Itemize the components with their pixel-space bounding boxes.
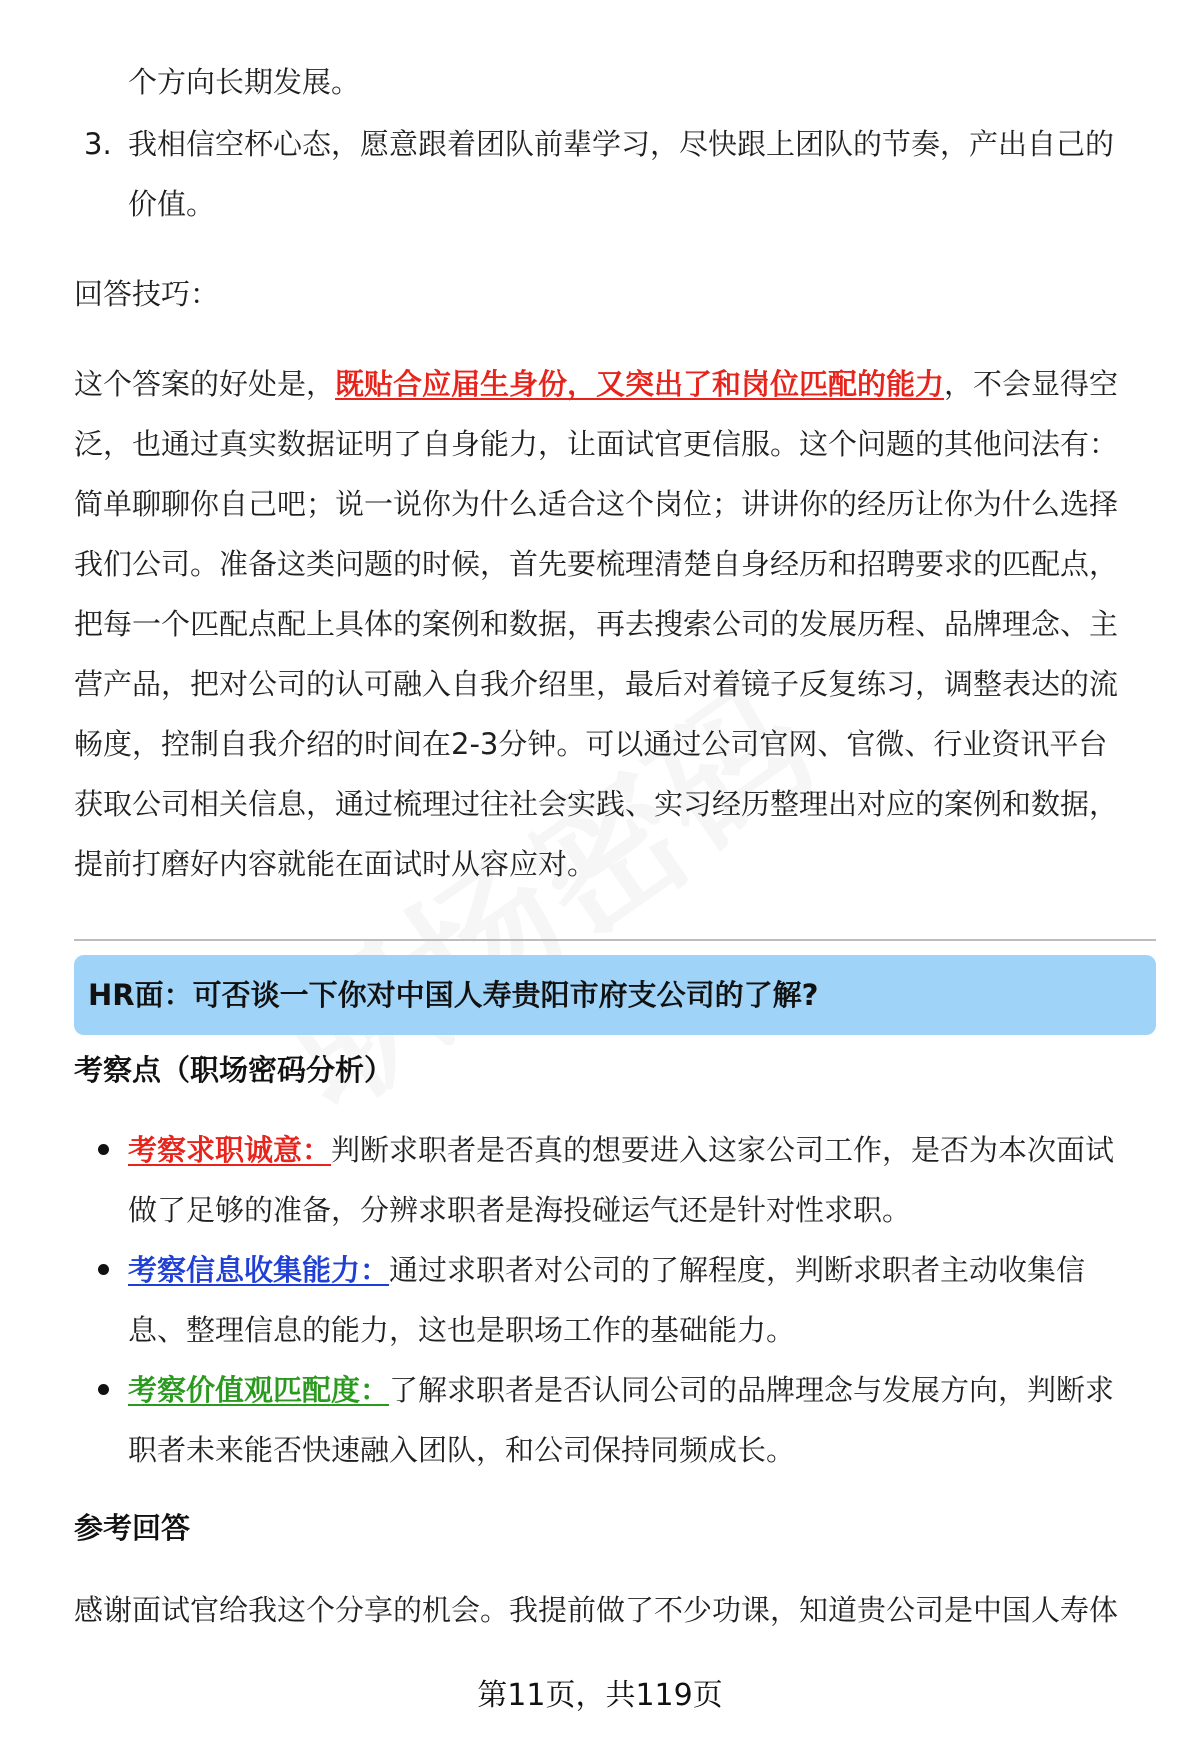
reference-heading: 参考回答 (74, 1511, 191, 1545)
question-text: HR面：可否谈一下你对中国人寿贵阳市府支公司的了解? (88, 978, 819, 1012)
question-box (74, 955, 1156, 1035)
tips-paragraph-line: 把每一个匹配点配上具体的案例和数据，再去搜索公司的发展历程、品牌理念、主 (74, 607, 1119, 641)
analysis-item-2-line1 (128, 1250, 1085, 1290)
bullet-icon (98, 1144, 109, 1155)
tips-heading: 回答技巧： (74, 277, 220, 311)
bullet-icon (98, 1264, 109, 1275)
tips-paragraph-line: 简单聊聊你自己吧；说一说你为什么适合这个岗位；讲讲你的经历让你为什么选择 (74, 487, 1119, 521)
section-divider (74, 939, 1156, 941)
list-continuation-line: 个方向长期发展。 (128, 65, 361, 99)
tips-suffix: ，不会显得空 (944, 367, 1119, 401)
tips-paragraph-line: 获取公司相关信息，通过梳理过往社会实践、实习经历整理出对应的案例和数据， (74, 787, 1119, 821)
tips-prefix: 这个答案的好处是， (74, 367, 336, 401)
tips-paragraph-line: 营产品，把对公司的认可融入自我介绍里，最后对着镜子反复练习，调整表达的流 (74, 667, 1119, 701)
tips-highlight: 既贴合应届生身份，又突出了和岗位匹配的能力 (335, 367, 945, 401)
bullet-icon (98, 1384, 109, 1395)
analysis-item-1-line2: 做了足够的准备，分辨求职者是海投碰运气还是针对性求职。 (128, 1193, 912, 1227)
tips-paragraph-line: 泛，也通过真实数据证明了自身能力，让面试官更信服。这个问题的其他问法有： (74, 427, 1119, 461)
analysis-item-2-label: 考察信息收集能力： (128, 1253, 390, 1287)
analysis-item-2-text: 通过求职者对公司的了解程度，判断求职者主动收集信 (389, 1253, 1086, 1287)
analysis-item-1-label: 考察求职诚意： (128, 1133, 332, 1167)
page-number: 第11页，共119页 (477, 1678, 723, 1713)
tips-paragraph-line: 我们公司。准备这类问题的时候，首先要梳理清楚自身经历和招聘要求的匹配点， (74, 547, 1119, 581)
tips-paragraph-line1 (74, 364, 1118, 404)
analysis-item-3-text: 了解求职者是否认同公司的品牌理念与发展方向，判断求 (389, 1373, 1115, 1407)
list-item-3-line2: 价值。 (128, 187, 216, 221)
analysis-item-3-line2: 职者未来能否快速融入团队，和公司保持同频成长。 (128, 1433, 796, 1467)
analysis-item-3-line1 (128, 1370, 1114, 1410)
list-item-3-line1: 我相信空杯心态，愿意跟着团队前辈学习，尽快跟上团队的节奏，产出自己的 (128, 127, 1115, 161)
analysis-item-3-label: 考察价值观匹配度： (128, 1373, 390, 1407)
list-item-number: 3. (84, 127, 112, 161)
analysis-heading: 考察点（职场密码分析） (74, 1053, 394, 1087)
tips-paragraph-line: 畅度，控制自我介绍的时间在2-3分钟。可以通过公司官网、官微、行业资讯平台 (74, 727, 1108, 761)
analysis-item-2-line2: 息、整理信息的能力，这也是职场工作的基础能力。 (128, 1313, 796, 1347)
tips-paragraph-line: 提前打磨好内容就能在面试时从容应对。 (74, 847, 597, 881)
reference-line1: 感谢面试官给我这个分享的机会。我提前做了不少功课，知道贵公司是中国人寿体 (74, 1593, 1119, 1627)
analysis-item-1-text: 判断求职者是否真的想要进入这家公司工作，是否为本次面试 (331, 1133, 1115, 1167)
analysis-item-1-line1 (128, 1130, 1114, 1170)
